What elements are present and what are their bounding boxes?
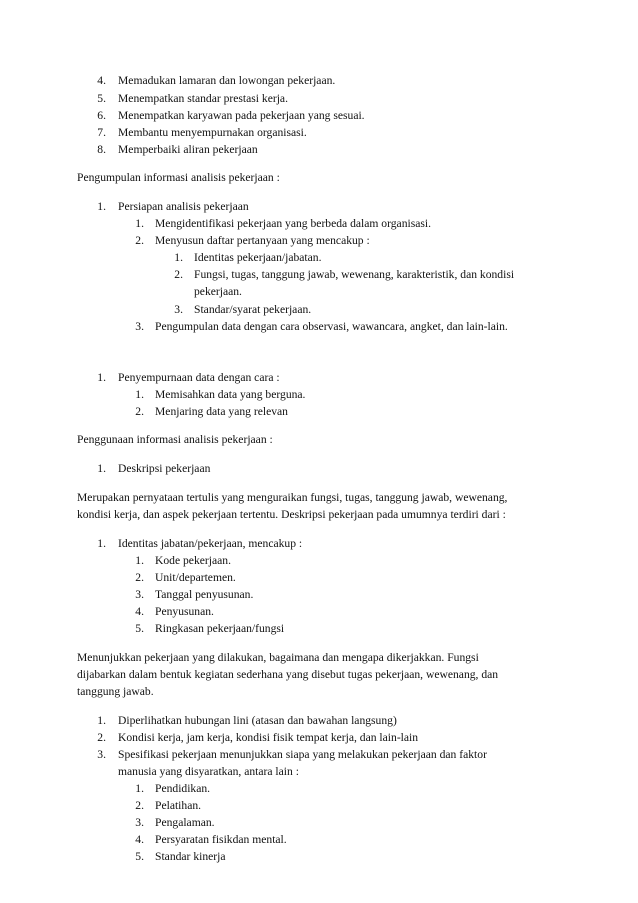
list-number: 4.: [135, 605, 144, 618]
list-number: 1.: [97, 371, 106, 384]
list-item: Mengidentifikasi pekerjaan yang berbeda dalam organisasi.: [155, 217, 432, 230]
section-heading-penggunaan: Penggunaan informasi analisis pekerjaan :: [77, 433, 273, 446]
list-number: 5.: [97, 92, 106, 105]
list-number: 6.: [97, 109, 106, 122]
list-item-continuation: manusia yang disyaratkan, antara lain :: [118, 765, 299, 778]
list-item: Pengumpulan data dengan cara observasi, wawancara, angket, dan lain-lain.: [155, 320, 508, 333]
list-item: Spesifikasi pekerjaan menunjukkan siapa yang melakukan pekerjaan dan faktor: [118, 748, 487, 761]
list-number: 1.: [97, 200, 106, 213]
list-number: 2.: [97, 731, 106, 744]
list-item: Standar/syarat pekerjaan.: [194, 303, 312, 316]
list-item: Menjaring data yang relevan: [155, 405, 288, 418]
list-item: Tanggal penyusunan.: [155, 588, 254, 601]
list-item: Fungsi, tugas, tanggung jawab, wewenang, karakteristik, dan kondisi: [194, 268, 515, 281]
list-number: 2.: [174, 268, 183, 281]
list-number: 2.: [135, 234, 144, 247]
list-number: 3.: [174, 303, 183, 316]
list-item: Kode pekerjaan.: [155, 554, 231, 567]
list-item: Penyusunan.: [155, 605, 214, 618]
list-number: 1.: [97, 537, 106, 550]
list-item: Menempatkan standar prestasi kerja.: [118, 92, 288, 105]
list-item: Unit/departemen.: [155, 571, 236, 584]
section-heading-pengumpulan: Pengumpulan informasi analisis pekerjaan :: [77, 171, 280, 184]
list-number: 3.: [97, 748, 106, 761]
list-item: Pengalaman.: [155, 816, 215, 829]
list-number: 5.: [135, 622, 144, 635]
list-number: 3.: [135, 816, 144, 829]
list-item: Kondisi kerja, jam kerja, kondisi fisik tempat kerja, dan lain-lain: [118, 731, 419, 744]
list-item: Persyaratan fisikdan mental.: [155, 833, 287, 846]
list-item: Pelatihan.: [155, 799, 202, 812]
list-item: Identitas pekerjaan/jabatan.: [194, 251, 322, 264]
paragraph-line: kondisi kerja, dan aspek pekerjaan tertentu. Deskripsi pekerjaan pada umumnya terdiri dari :: [77, 508, 506, 521]
list-item: Memperbaiki aliran pekerjaan: [118, 143, 258, 156]
list-number: 2.: [135, 405, 144, 418]
list-number: 1.: [97, 462, 106, 475]
list-number: 1.: [135, 388, 144, 401]
list-item: Identitas jabatan/pekerjaan, mencakup :: [118, 537, 303, 550]
list-item: Membantu menyempurnakan organisasi.: [118, 126, 307, 139]
list-item: Pendidikan.: [155, 782, 211, 795]
list-item-continuation: pekerjaan.: [194, 285, 242, 298]
paragraph-line: Merupakan pernyataan tertulis yang menguraikan fungsi, tugas, tanggung jawab, wewenang,: [77, 491, 508, 504]
paragraph-line: dijabarkan dalam bentuk kegiatan sederhana yang disebut tugas pekerjaan, wewenang, dan: [77, 668, 499, 681]
list-number: 1.: [135, 217, 144, 230]
list-item: Deskripsi pekerjaan: [118, 462, 211, 475]
list-number: 1.: [97, 714, 106, 727]
list-number: 8.: [97, 143, 106, 156]
list-number: 4.: [97, 74, 106, 87]
list-number: 3.: [135, 588, 144, 601]
list-item: Diperlihatkan hubungan lini (atasan dan bawahan langsung): [118, 714, 397, 727]
paragraph-line: tanggung jawab.: [77, 685, 154, 698]
list-item: Menempatkan karyawan pada pekerjaan yang sesuai.: [118, 109, 365, 122]
list-item: Standar kinerja: [155, 850, 226, 863]
list-item: Ringkasan pekerjaan/fungsi: [155, 622, 285, 635]
list-number: 3.: [135, 320, 144, 333]
list-number: 2.: [135, 799, 144, 812]
list-item: Memisahkan data yang berguna.: [155, 388, 306, 401]
list-number: 1.: [135, 554, 144, 567]
list-item: Menyusun daftar pertanyaan yang mencakup :: [155, 234, 370, 247]
list-item: Memadukan lamaran dan lowongan pekerjaan.: [118, 74, 336, 87]
list-item: Penyempurnaan data dengan cara :: [118, 371, 280, 384]
list-number: 5.: [135, 850, 144, 863]
list-number: 1.: [135, 782, 144, 795]
list-number: 2.: [135, 571, 144, 584]
list-number: 1.: [174, 251, 183, 264]
list-item: Persiapan analisis pekerjaan: [118, 200, 249, 213]
list-number: 7.: [97, 126, 106, 139]
list-number: 4.: [135, 833, 144, 846]
paragraph-line: Menunjukkan pekerjaan yang dilakukan, bagaimana dan mengapa dikerjakkan. Fungsi: [77, 651, 479, 664]
